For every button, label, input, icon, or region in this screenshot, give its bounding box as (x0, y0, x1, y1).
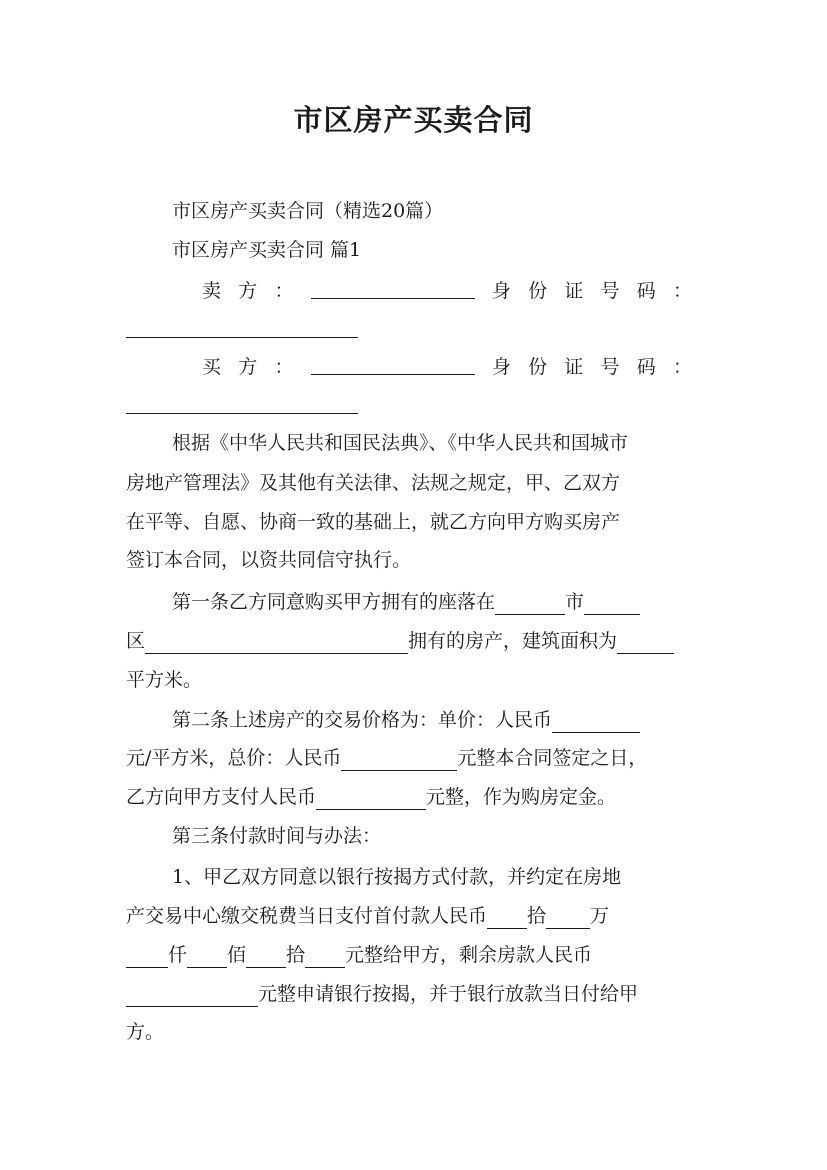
unit-wan: 万 (590, 905, 610, 927)
city-label: 市 (565, 591, 585, 613)
paragraph-line: 房地产管理法》及其他有关法律、法规之规定，甲、乙双方 (126, 472, 621, 494)
buyer-label-char: 买 (202, 356, 222, 378)
article-3-line: 1、甲乙双方同意以银行按揭方式付款，并约定在房地 (172, 866, 622, 888)
area-blank[interactable] (617, 633, 674, 654)
article-1-line (126, 628, 704, 654)
article-3-text: 元整申请银行按揭，并于银行放款当日付给甲 (258, 983, 639, 1005)
seller-id-char: 证 (564, 280, 584, 302)
article-3-line: 方。 (126, 1021, 165, 1043)
seller-row (202, 278, 692, 304)
article-1-line: 平方米。 (126, 669, 203, 691)
buyer-label-char: ： (274, 356, 294, 378)
paragraph-line: 在平等、自愿、协商一致的基础上，就乙方向甲方购买房产 (126, 511, 621, 533)
unit-qian: 仟 (168, 944, 188, 966)
buyer-id-char: ： (672, 356, 692, 378)
article-2-text: 乙方向甲方支付人民币 (126, 786, 317, 808)
seller-id-char: 码 (636, 280, 656, 302)
seller-id-blank[interactable] (126, 317, 358, 338)
buyer-label-char: 方 (238, 356, 258, 378)
buyer-id-char: 证 (564, 356, 584, 378)
buyer-id-char: 身 (491, 356, 511, 378)
seller-label-char: ： (274, 280, 294, 302)
buyer-id-char: 份 (528, 356, 548, 378)
article-1-line (172, 589, 704, 615)
article-1-text: 第一条乙方同意购买甲方拥有的座落在 (172, 591, 496, 613)
amount-blank[interactable] (487, 908, 527, 929)
total-price-blank[interactable] (341, 750, 457, 771)
article-3-text: 元整给甲方，剩余房款人民币 (345, 944, 593, 966)
amount-blank[interactable] (546, 908, 590, 929)
article-3-line (126, 942, 704, 968)
seller-name-blank[interactable] (311, 278, 475, 299)
unit-bai: 佰 (227, 944, 247, 966)
unit-shi: 拾 (286, 944, 306, 966)
document-subtitle: 市区房产买卖合同（精选20篇） (172, 200, 444, 222)
amount-blank[interactable] (246, 947, 286, 968)
amount-blank[interactable] (305, 947, 345, 968)
page-title: 市区房产买卖合同 (293, 103, 534, 137)
paragraph-line: 签订本合同，以资共同信守执行。 (126, 549, 412, 571)
buyer-id-row (126, 388, 704, 414)
city-blank[interactable] (495, 594, 565, 615)
article-2-line (172, 707, 704, 733)
article-2-text: 元整，作为购房定金。 (426, 786, 617, 808)
section-heading: 市区房产买卖合同 篇1 (172, 239, 362, 261)
district-label: 区 (126, 630, 146, 652)
buyer-id-char: 号 (600, 356, 620, 378)
article-3-line (126, 903, 704, 929)
buyer-name-blank[interactable] (311, 354, 475, 375)
buyer-row (202, 354, 692, 380)
seller-label-char: 卖 (202, 280, 222, 302)
unit-price-blank[interactable] (552, 712, 640, 733)
unit-shi: 拾 (527, 905, 547, 927)
seller-id-char: 份 (528, 280, 548, 302)
deposit-blank[interactable] (316, 789, 426, 810)
amount-blank[interactable] (187, 947, 227, 968)
article-3-text: 产交易中心缴交税费当日支付首付款人民币 (126, 905, 488, 927)
seller-id-char: 号 (600, 280, 620, 302)
seller-label-char: 方 (238, 280, 258, 302)
paragraph-line: 根据《中华人民共和国民法典》、《中华人民共和国城市 (172, 432, 629, 454)
seller-id-row (126, 312, 704, 338)
article-3-title: 第三条付款时间与办法： (172, 825, 382, 847)
article-2-text: 第二条上述房产的交易价格为：单价：人民币 (172, 709, 553, 731)
district-pre-blank[interactable] (584, 594, 640, 615)
seller-id-char: 身 (491, 280, 511, 302)
article-2-line (126, 784, 704, 810)
article-2-line (126, 745, 704, 771)
address-blank[interactable] (145, 633, 408, 654)
loan-amount-blank[interactable] (126, 986, 258, 1007)
seller-id-char: ： (672, 280, 692, 302)
article-3-line (126, 981, 704, 1007)
article-1-text: 拥有的房产，建筑面积为 (408, 630, 618, 652)
article-2-text: 元/平方米，总价：人民币 (126, 747, 342, 769)
article-2-text: 元整本合同签定之日， (457, 747, 648, 769)
amount-blank[interactable] (126, 947, 168, 968)
buyer-id-blank[interactable] (126, 393, 358, 414)
buyer-id-char: 码 (636, 356, 656, 378)
